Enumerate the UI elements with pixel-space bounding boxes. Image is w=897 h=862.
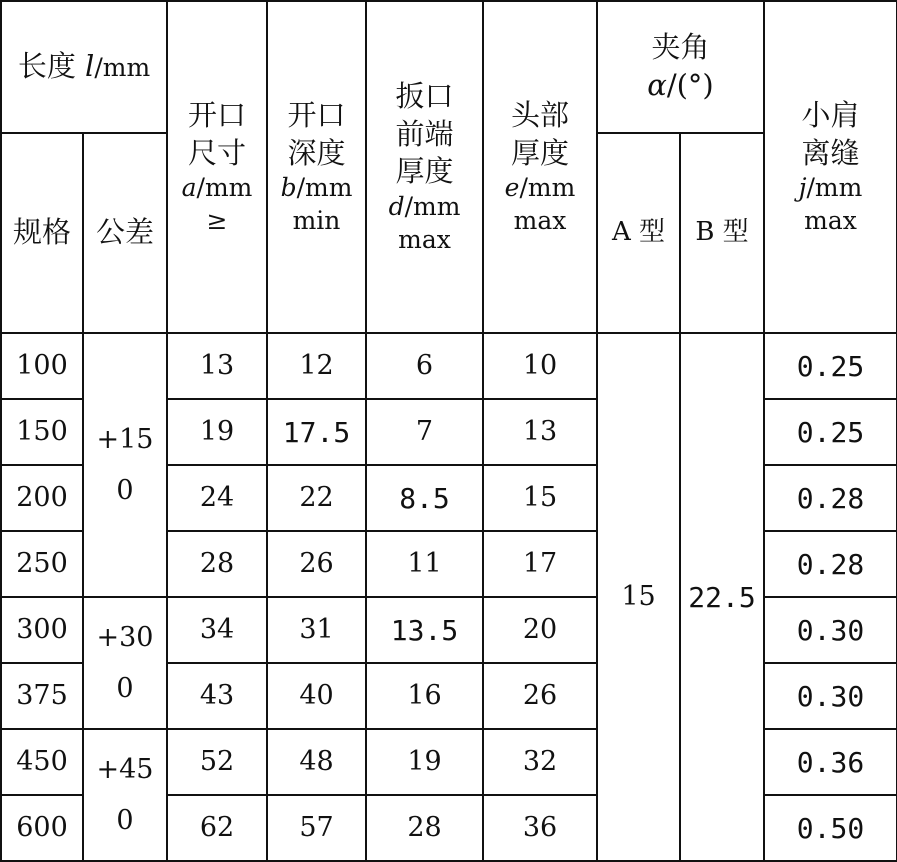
jaw-front-thickness-cell: 6 [366, 333, 483, 399]
spec-cell: 100 [1, 333, 83, 399]
shoulder-gap-cell: 0.36 [764, 729, 897, 795]
head-thickness-cell: 32 [483, 729, 597, 795]
jaw-front-thickness-cell: 7 [366, 399, 483, 465]
opening-size-cell: 62 [167, 795, 267, 861]
opening-depth-cell: 48 [267, 729, 366, 795]
head-thickness-header: 头部 厚度 e/mm max [483, 1, 597, 333]
opening-size-cell: 34 [167, 597, 267, 663]
spec-cell: 250 [1, 531, 83, 597]
opening-depth-cell: 22 [267, 465, 366, 531]
opening-size-cell: 52 [167, 729, 267, 795]
jaw-front-thickness-header: 扳口 前端 厚度 d/mm max [366, 1, 483, 333]
shoulder-gap-cell: 0.30 [764, 663, 897, 729]
shoulder-gap-header: 小肩 离缝 j/mm max [764, 1, 897, 333]
head-thickness-cell: 36 [483, 795, 597, 861]
opening-depth-cell: 17.5 [267, 399, 366, 465]
angle-b-cell: 22.5 [680, 333, 764, 861]
spec-cell: 375 [1, 663, 83, 729]
angle-type-b-header: B 型 [680, 133, 764, 333]
opening-depth-cell: 40 [267, 663, 366, 729]
opening-depth-cell: 57 [267, 795, 366, 861]
opening-size-cell: 43 [167, 663, 267, 729]
tolerance-cell: +15 0 [83, 333, 167, 597]
opening-size-cell: 28 [167, 531, 267, 597]
table-header [1, 1, 897, 333]
tolerance-cell: +45 0 [83, 729, 167, 861]
opening-depth-cell: 26 [267, 531, 366, 597]
jaw-front-thickness-cell: 13.5 [366, 597, 483, 663]
table-row [1, 333, 897, 399]
shoulder-gap-cell: 0.25 [764, 333, 897, 399]
shoulder-gap-cell: 0.28 [764, 531, 897, 597]
jaw-front-thickness-cell: 19 [366, 729, 483, 795]
jaw-front-thickness-cell: 8.5 [366, 465, 483, 531]
opening-size-cell: 24 [167, 465, 267, 531]
jaw-front-thickness-cell: 11 [366, 531, 483, 597]
jaw-front-thickness-cell: 28 [366, 795, 483, 861]
tolerance-cell: +30 0 [83, 597, 167, 729]
angle-a-cell: 15 [597, 333, 680, 861]
angle-group-header: 夹角 α/(°) [597, 1, 764, 133]
head-thickness-cell: 17 [483, 531, 597, 597]
angle-type-a-header: A 型 [597, 133, 680, 333]
shoulder-gap-cell: 0.28 [764, 465, 897, 531]
opening-size-cell: 19 [167, 399, 267, 465]
shoulder-gap-cell: 0.25 [764, 399, 897, 465]
shoulder-gap-cell: 0.30 [764, 597, 897, 663]
jaw-front-thickness-cell: 16 [366, 663, 483, 729]
spec-header: 规格 [1, 133, 83, 333]
opening-depth-cell: 31 [267, 597, 366, 663]
table-body [1, 333, 897, 861]
opening-size-cell: 13 [167, 333, 267, 399]
opening-size-header: 开口 尺寸 a/mm ≥ [167, 1, 267, 333]
head-thickness-cell: 10 [483, 333, 597, 399]
shoulder-gap-cell: 0.50 [764, 795, 897, 861]
spec-cell: 450 [1, 729, 83, 795]
spec-cell: 600 [1, 795, 83, 861]
spec-cell: 200 [1, 465, 83, 531]
length-group-header: 长度 l/mm [1, 1, 167, 133]
spec-cell: 150 [1, 399, 83, 465]
head-thickness-cell: 15 [483, 465, 597, 531]
head-thickness-cell: 26 [483, 663, 597, 729]
head-thickness-cell: 20 [483, 597, 597, 663]
opening-depth-header: 开口 深度 b/mm min [267, 1, 366, 333]
opening-depth-cell: 12 [267, 333, 366, 399]
head-thickness-cell: 13 [483, 399, 597, 465]
spec-cell: 300 [1, 597, 83, 663]
tolerance-header: 公差 [83, 133, 167, 333]
